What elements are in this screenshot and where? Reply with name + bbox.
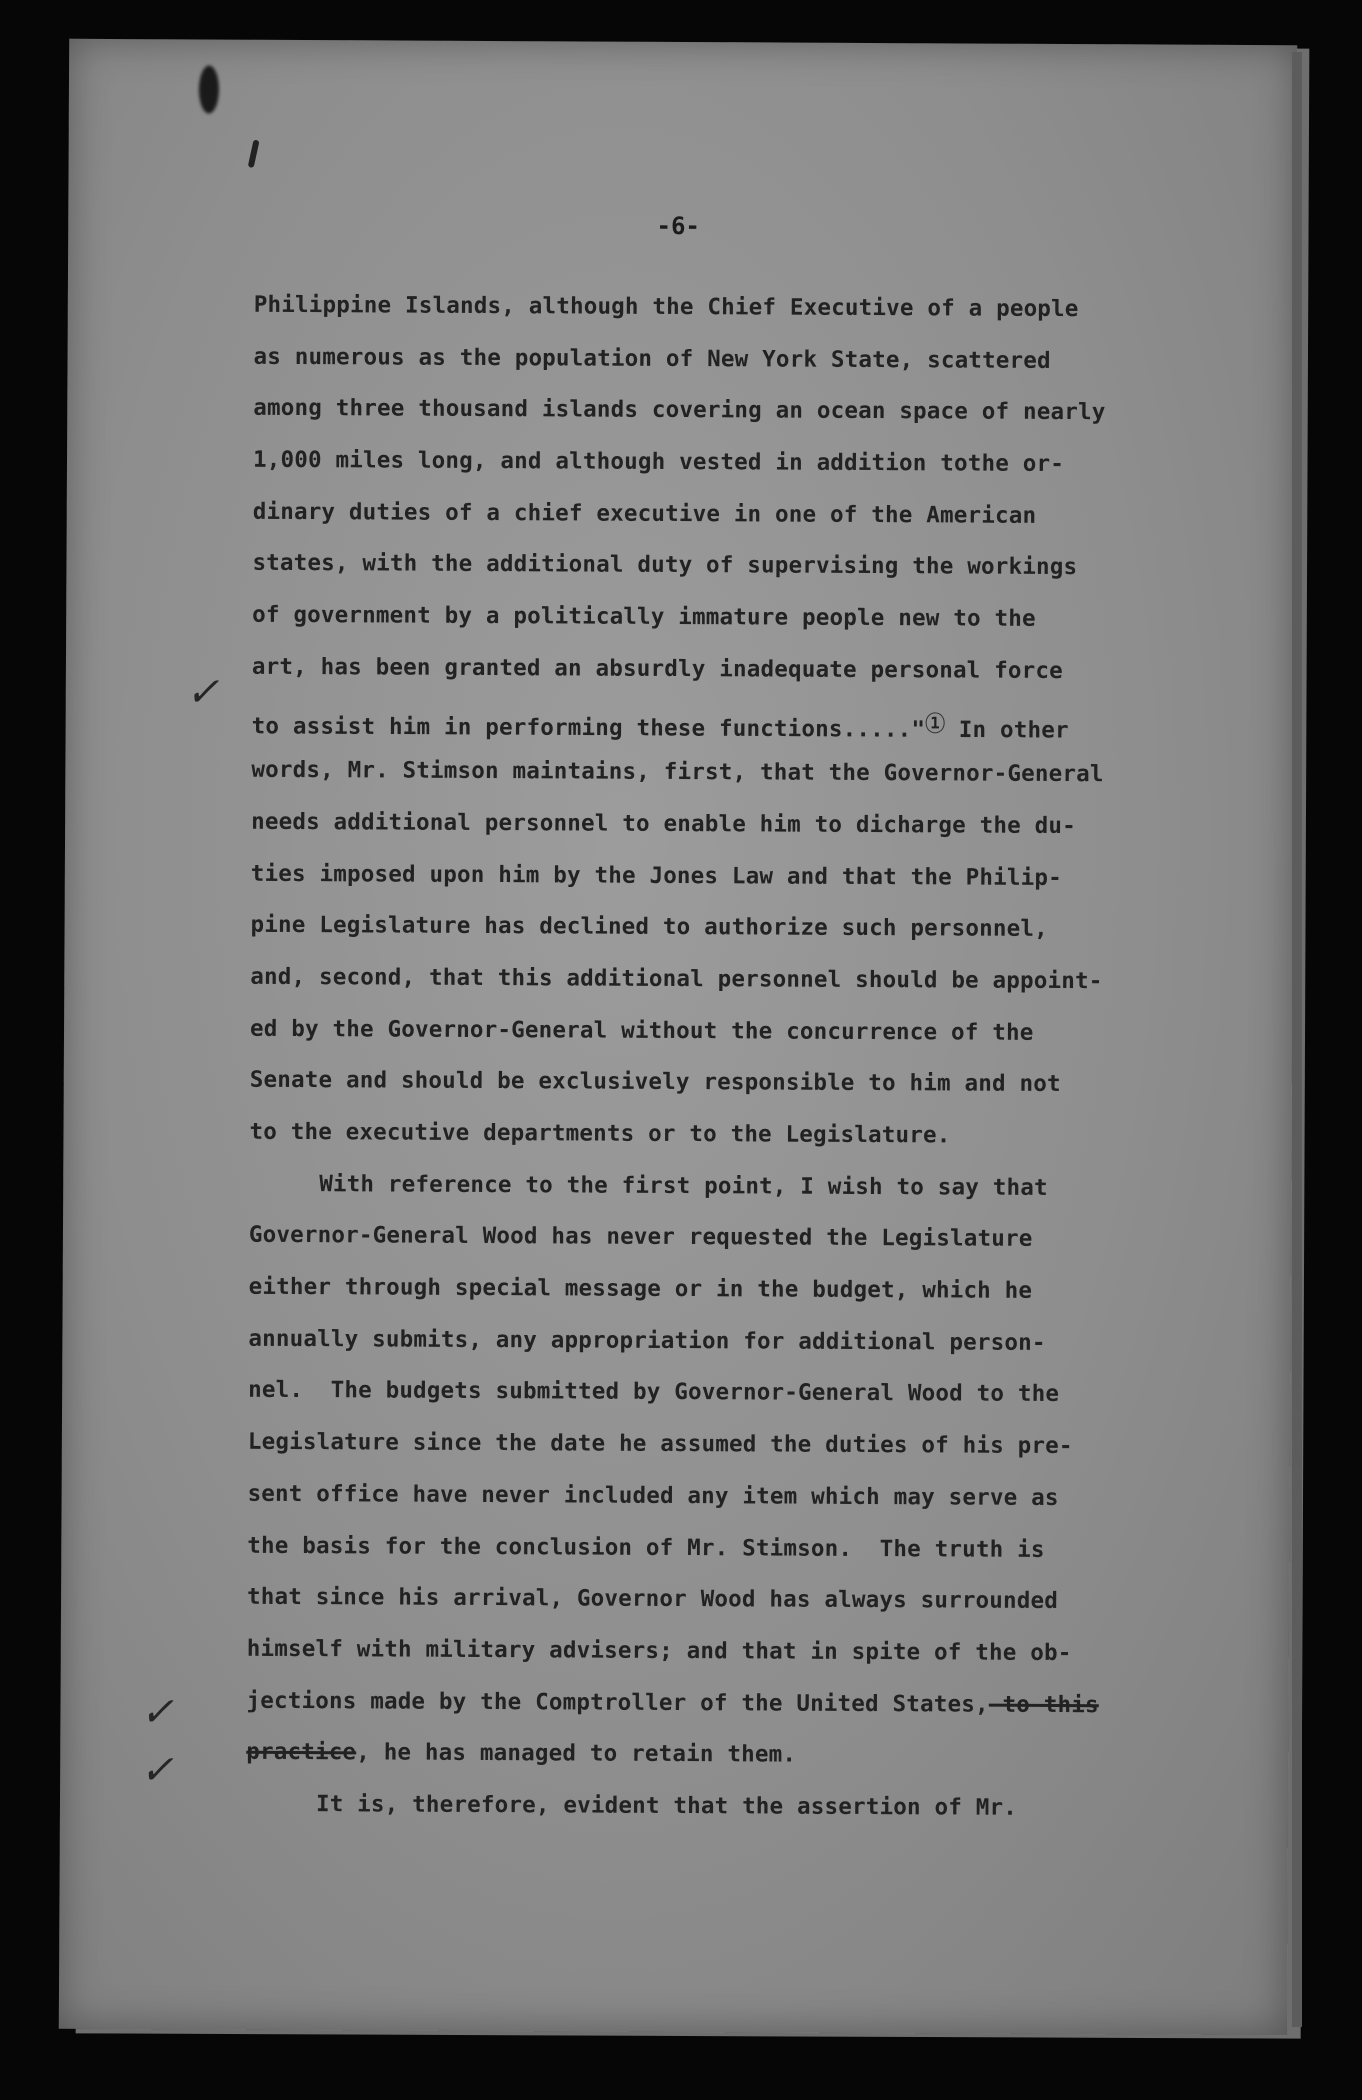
text-line: Senate and should be exclusively responsible to him and not xyxy=(249,1067,1061,1098)
text-line: , he has managed to retain them. xyxy=(356,1739,797,1768)
body-text xyxy=(246,280,1294,1836)
text-line: and, second, that this additional personnel should be appoint- xyxy=(250,963,1103,995)
page-number: -6- xyxy=(656,211,700,241)
text-line: himself with military advisers; and that in spite of the ob- xyxy=(246,1635,1072,1666)
struck-text: to this xyxy=(988,1691,1099,1718)
text-line: annually submits, any appropriation for additional person- xyxy=(248,1325,1046,1356)
text-line: Governor-General Wood has never requested the Legislature xyxy=(248,1222,1033,1253)
text-line: pine Legislature has declined to authorize such personnel, xyxy=(250,912,1048,943)
pen-mark xyxy=(248,139,260,168)
struck-text: practice xyxy=(246,1738,357,1766)
text-line: as numerous as the population of New York State, scattered xyxy=(253,343,1051,374)
text-line-with-footnote xyxy=(252,693,1292,750)
text-line: With reference to the first point, I wish to say that xyxy=(319,1170,1048,1201)
text-line: It is, therefore, evident that the assertion of Mr. xyxy=(315,1791,1018,1821)
text-line: art, has been granted an absurdly inadequate personal force xyxy=(251,653,1064,684)
text-line: of government by a politically immature people new to the xyxy=(252,601,1036,632)
check-mark-icon: ✓ xyxy=(140,1689,175,1736)
text-line: Legislature since the date he assumed the duties of his pre- xyxy=(247,1428,1073,1460)
text-line: among three thousand islands covering an ocean space of nearly xyxy=(253,395,1106,426)
check-mark-icon: ✓ xyxy=(140,1747,174,1794)
text-line: states, with the additional duty of supervising the workings xyxy=(252,550,1078,581)
text-line: ties imposed upon him by the Jones Law and that the Philip- xyxy=(250,860,1062,891)
text-line-with-strike xyxy=(246,1675,1286,1732)
text-line: the basis for the conclusion of Mr. Stimson. The truth is xyxy=(247,1532,1045,1563)
text-line: to the executive departments or to the Legislature. xyxy=(249,1118,951,1149)
text-line: dinary duties of a chief executive in one of the American xyxy=(252,498,1037,529)
text-line: sent office have never included any item which may serve as xyxy=(247,1480,1059,1511)
text-line: ed by the Governor-General without the concurrence of the xyxy=(249,1015,1034,1046)
footnote-marker: 1 xyxy=(925,712,945,733)
check-mark-icon: ✓ xyxy=(185,669,220,716)
document-page xyxy=(59,39,1297,2035)
text-line: words, Mr. Stimson maintains, first, that the Governor-General xyxy=(251,756,1104,788)
text-line: that since his arrival, Governor Wood has always surrounded xyxy=(246,1583,1059,1615)
text-line: to assist him in performing these functions....." xyxy=(251,712,926,743)
text-line: Philippine Islands, although the Chief Executive of a people xyxy=(253,291,1079,323)
text-line: nel. The budgets submitted by Governor-General Wood to the xyxy=(248,1377,1060,1408)
text-line: either through special message or in the budget, which he xyxy=(248,1273,1033,1304)
text-line: needs additional personnel to enable him to dicharge the du- xyxy=(251,808,1076,839)
text-line: jections made by the Comptroller of the United States, xyxy=(246,1687,989,1718)
text-line-tail: In other xyxy=(944,716,1069,744)
text-line: 1,000 miles long, and although vested in addition tothe or- xyxy=(252,446,1065,478)
page-edge xyxy=(1292,52,1302,2027)
ink-blot xyxy=(199,65,219,113)
text-line-with-strike xyxy=(246,1727,1286,1784)
